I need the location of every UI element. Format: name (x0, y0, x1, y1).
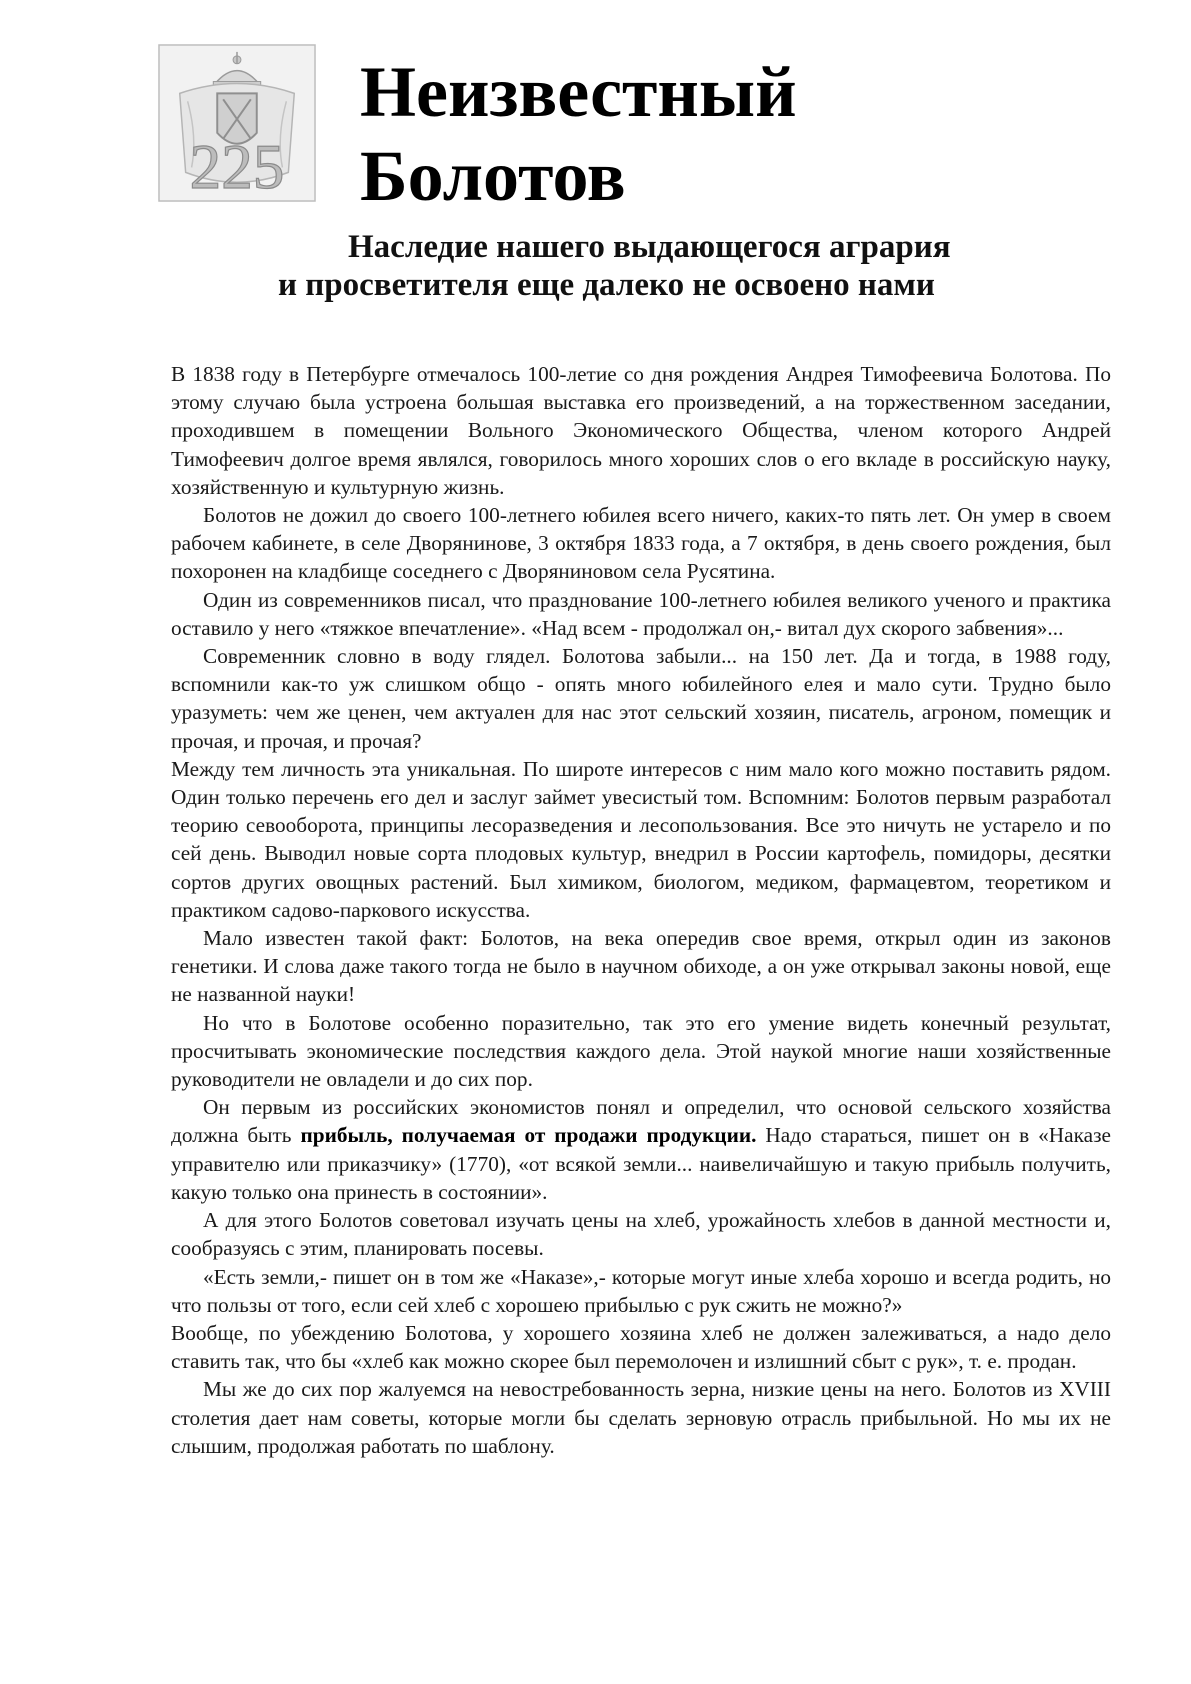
coat-of-arms-logo (158, 43, 316, 203)
paragraph: Между тем личность эта уникальная. По широте интересов с ним мало кого можно поставить рядом. Один только перечень его дел и заслуг займет увесистый том. Вспомним: Болотов первым разработал теорию севооборота, принципы лесоразведения и лесопользования. Все это ничуть не устарело и по сей день. Выводил новые сорта плодовых культур, внедрил в России картофель, помидоры, десятки сортов других овощных растений. Был химиком, биологом, медиком, фармацевтом, теоретиком и практиком садово-паркового искусства. (171, 756, 1111, 922)
paragraph-text: Он первым из российских экономистов понял и определил, что основой сельского хозяйства должна быть (171, 1095, 1111, 1148)
subtitle-line-1: Наследие нашего выдающегося агрария (348, 229, 951, 265)
paragraph: А для этого Болотов советовал изучать цены на хлеб, урожайность хлебов в данной местности и, сообразуясь с этим, планировать посевы. (171, 1208, 1111, 1261)
article-body (171, 360, 1111, 1460)
paragraph-text: Надо стараться, пишет он в «Наказе управителю или приказчику» (1770), «от всякой земли... наивеличайшую и такую прибыль получить, какую только она принесть в состоянии». (171, 1123, 1111, 1204)
emphasis-text: прибыль, получаемая от продажи продукции. (300, 1123, 757, 1148)
crown-shield-icon (158, 43, 316, 203)
paragraph: Вообще, по убеждению Болотова, у хорошего хозяина хлеб не должен залеживаться, а надо дело ставить так, что бы «хлеб как можно скорее был перемолочен и излишний сбыт с рук», т. е. продан. (171, 1320, 1111, 1374)
page-title (360, 50, 1060, 218)
paragraph: В 1838 году в Петербурге отмечалось 100-летие со дня рождения Андрея Тимофеевича Болотова. По этому случаю была устроена большая выставка его произведений, а на торжественном заседании, проходившем в помещении Вольного Экономического Общества, членом которого Андрей Тимофеевич долгое время являлся, говорилось много хороших слов о его вкладе в российскую науку, хозяйственную и культурную жизнь. (171, 362, 1111, 499)
title-line-1: Неизвестный (360, 52, 797, 132)
title-line-2: Болотов (360, 136, 626, 216)
paragraph: Мало известен такой факт: Болотов, на века опередив свое время, открыл один из законов генетики. И слова даже такого тогда не было в научном обиходе, а он уже открывал законы новой, еще не названной науки! (171, 926, 1111, 1007)
paragraph: Мы же до сих пор жалуемся на невостребованность зерна, низкие цены на него. Болотов из XVIII столетия дает нам советы, которые могли бы сделать зерновую отрасль прибыльной. Но мы их не слышим, продолжая работать по шаблону. (171, 1377, 1111, 1458)
paragraph (171, 1093, 1111, 1206)
paragraph: Один из современников писал, что празднование 100-летнего юбилея великого ученого и практика оставило у него «тяжкое впечатление». «Над всем - продолжал он,- витал дух скорого забвения»... (171, 587, 1111, 640)
paragraph: Болотов не дожил до своего 100-летнего юбилея всего ничего, каких-то пять лет. Он умер в своем рабочем кабинете, в селе Дворянинове, 3 октября 1833 года, а 7 октября, в день своего рождения, был похоронен на кладбище соседнего с Дворяниновом села Русятина. (171, 503, 1111, 584)
subtitle-line-2: и просветителя еще далеко не освоено нами (278, 267, 935, 303)
page-subtitle (160, 228, 1055, 304)
paragraph: Но что в Болотове особенно поразительно, так это его умение видеть конечный результат, просчитывать экономические последствия каждого дела. Этой наукой многие наши хозяйственные руководители не овладели и до сих пор. (171, 1010, 1111, 1092)
paragraph: Современник словно в воду глядел. Болотова забыли... на 150 лет. Да и тогда, в 1988 году, вспомнили как-то уж слишком общо - опять много юбилейного елея и мало сути. Трудно было уразуметь: чем же ценен, чем актуален для нас этот сельский хозяин, писатель, агроном, помещик и прочая, и прочая, и прочая? (171, 644, 1111, 753)
logo-number: 225 (189, 132, 285, 203)
paragraph: «Есть земли,- пишет он в том же «Наказе»,- которые могут иные хлеба хорошо и всегда родить, но что пользы от того, если сей хлеб с хорошею прибылью с рук сжить не можно?» (171, 1264, 1111, 1317)
